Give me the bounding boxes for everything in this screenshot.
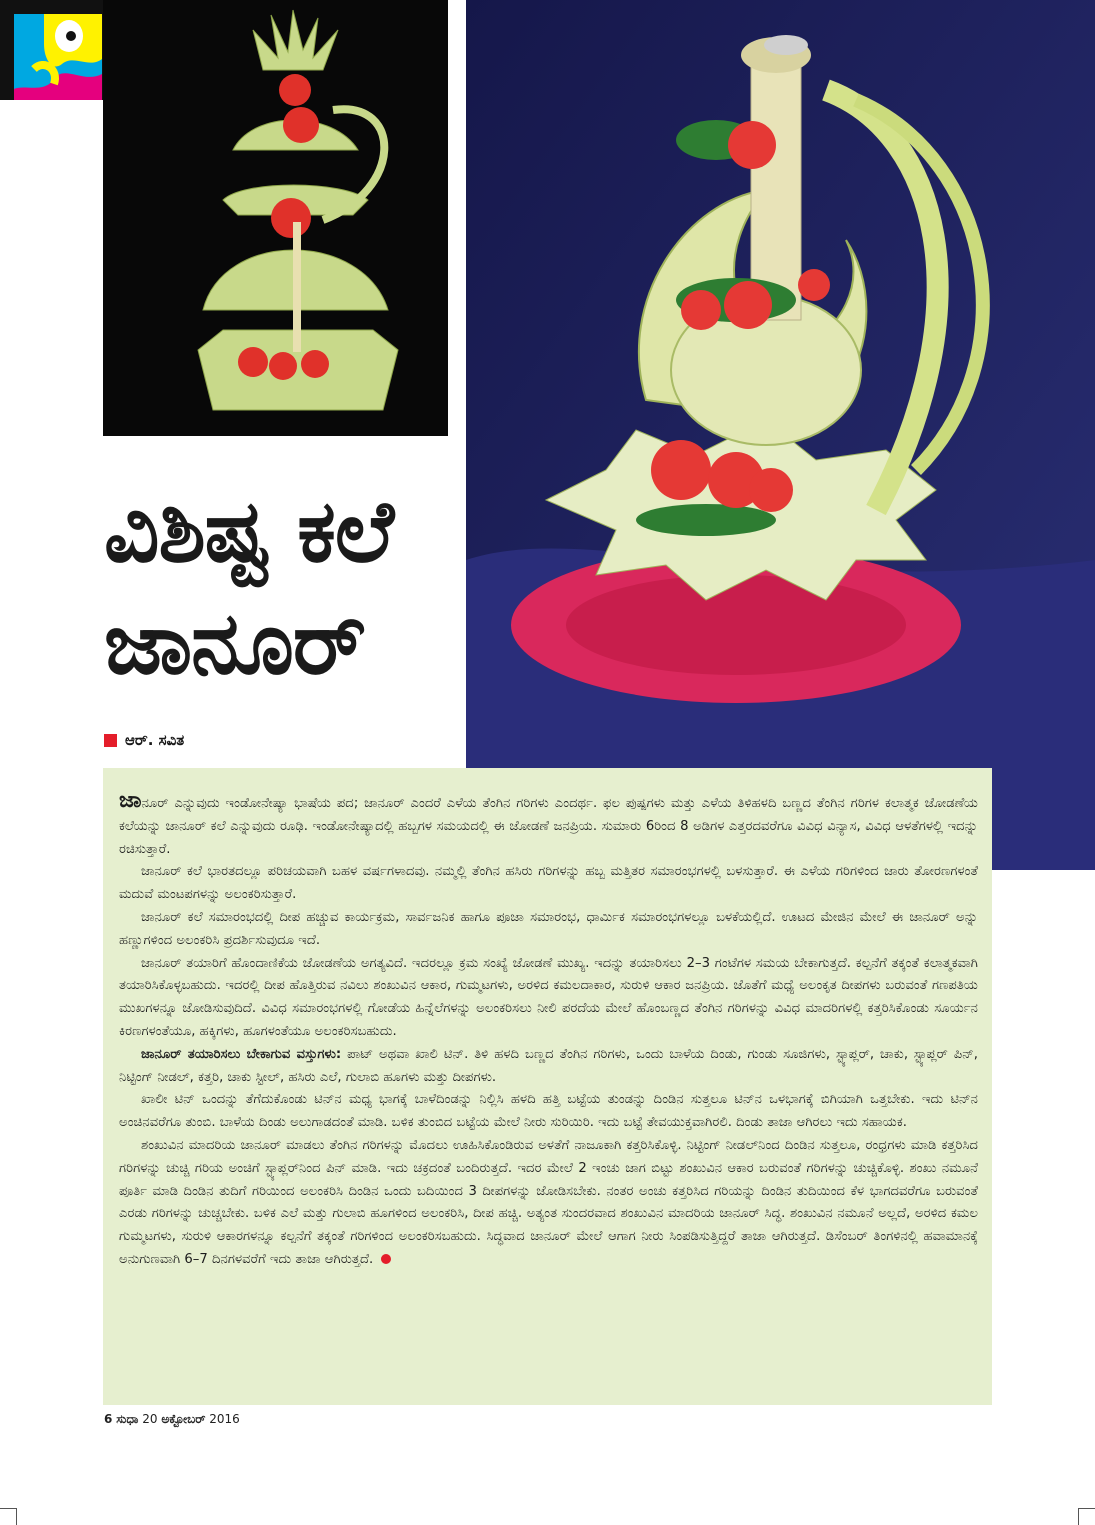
- end-mark-icon: [381, 1254, 391, 1264]
- page-footer: [104, 1412, 240, 1427]
- title-line-2: ಜಾನೂರ್: [104, 594, 366, 694]
- drop-cap: ಜಾ: [119, 788, 142, 813]
- photo-janur-tiered: [103, 0, 448, 436]
- byline: [104, 731, 184, 749]
- paragraph-7-text: ಶಂಖುವಿನ ಮಾದರಿಯ ಜಾನೂರ್ ಮಾಡಲು ತೆಂಗಿನ ಗರಿಗಳನ್ನು ಮೊದಲು ಊಹಿಸಿಕೊಂಡಿರುವ ಅಳತೆಗೆ ನಾಜೂಕಾಗಿ ಕತ್ತರಿಸಿಕೊಳ್ಳಿ. ನಿಟ್ಟಿಂಗ್ ನೀಡಲ್‌ನಿಂದ ದಿಂಡಿನ ಸುತ್ತಲೂ, ರಂಧ್ರಗಳು ಮಾಡಿ ಕತ್ತರಿಸಿದ ಗರಿಗಳನ್ನು ಚುಚ್ಚಿ ಗರಿಯ ಅಂಚಿಗೆ ಸ್ಟ್ಯಾಪ್ಲರ್‌ನಿಂದ ಪಿನ್ ಮಾಡಿ. ಇದು ಚಕ್ರದಂತೆ ಬಂದಿರುತ್ತದೆ. ಇದರ ಮೇಲೆ 2 ಇಂಚು ಜಾಗ ಬಿಟ್ಟು ಶಂಖುವಿನ ಆಕಾರ ಬರುವಂತೆ ಗರಿಗಳನ್ನು ಚುಚ್ಚಿಕೊಳ್ಳಿ. ಶಂಖು ನಮೂನೆ ಪೂರ್ತಿ ಮಾಡಿ ದಿಂಡಿನ ತುದಿಗೆ ಗರಿಯಿಂದ ಅಲಂಕರಿಸಿ ದಿಂಡಿನ ಒಂದು ಬದಿಯಿಂದ 3 ದೀಪಗಳನ್ನು ಜೋಡಿಸಬೇಕು. ನಂತರ ಅಂಚು ಕತ್ತರಿಸಿದ ಗರಿಯನ್ನು ದಿಂಡಿನ ತುದಿಯಿಂದ ಕೆಳ ಭಾಗದವರೆಗೂ ಬರುವಂತೆ ಎರಡು ಗರಿಗಳನ್ನು ಚುಚ್ಚಬೇಕು. ಬಳಿಕ ಎಲೆ ಮತ್ತು ಗುಲಾಬಿ ಹೂಗಳಿಂದ ಅಲಂಕರಿಸಿ, ದೀಪ ಹಚ್ಚಿ. ಅತ್ಯಂತ ಸುಂದರವಾದ ಶಂಖುವಿನ ಮಾದರಿಯ ಜಾನೂರ್ ಸಿದ್ಧ. ಶಂಖುವಿನ ನಮೂನೆ ಅಲ್ಲದೆ, ಅರಳಿದ ಕಮಲ ಗುಮ್ಮಟಗಳು, ಸುರುಳಿ ಆಕಾರಗಳನ್ನೂ ಕಲ್ಪನೆಗೆ ತಕ್ಕಂತೆ ಗರಿಗಳಿಂದ ಅಲಂಕರಿಸಬಹುದು. ಸಿದ್ಧವಾದ ಜಾನೂರ್ ಮೇಲೆ ಆಗಾಗ ನೀರು ಸಿಂಪಡಿಸುತ್ತಿದ್ದರೆ ತಾಜಾ ಆಗಿರುತ್ತದೆ. ಡಿಸೆಂಬರ್ ತಿಂಗಳಿನಲ್ಲಿ ಹವಾಮಾನಕ್ಕೆ ಅನುಗುಣವಾಗಿ 6–7 ದಿನಗಳವರೆಗೆ ಇದು ತಾಜಾ ಆಗಿರುತ್ತದೆ.: [119, 1137, 978, 1267]
- author-name: ಆರ್. ಸವಿತ: [125, 731, 185, 749]
- paragraph-2: ಜಾನೂರ್ ಕಲೆ ಭಾರತದಲ್ಲೂ ಪರಿಚಯವಾಗಿ ಬಹಳ ವರ್ಷಗಳಾದವು. ನಮ್ಮಲ್ಲಿ ತೆಂಗಿನ ಹಸಿರು ಗರಿಗಳನ್ನು ಹಬ್ಬ ಮತ್ತಿತರ ಸಮಾರಂಭಗಳಲ್ಲಿ ಬಳಸುತ್ತಾರೆ. ಈ ಎಳೆಯ ಗರಿಗಳಿಂದ ಜಾರು ತೋರಣಗಳಂತೆ ಮದುವೆ ಮಂಟಪಗಳನ್ನು ಅಲಂಕರಿಸುತ್ತಾರೆ.: [119, 864, 978, 903]
- issue-month: ಅಕ್ಟೋಬರ್: [161, 1412, 206, 1426]
- paragraph-1-text: ನೂರ್ ಎನ್ನುವುದು ಇಂಡೋನೇಷ್ಯಾ ಭಾಷೆಯ ಪದ; ಜಾನೂರ್ ಎಂದರೆ ಎಳೆಯ ತೆಂಗಿನ ಗರಿಗಳು ಎಂದರ್ಥ. ಫಲ ಪುಷ್ಪಗಳು ಮತ್ತು ಎಳೆಯ ತಿಳಿಹಳದಿ ಬಣ್ಣದ ತೆಂಗಿನ ಗರಿಗಳ ಕಲಾತ್ಮಕ ಜೋಡಣೆಯ ಕಲೆಯನ್ನು ಜಾನೂರ್ ಕಲೆ ಎನ್ನುವುದು ರೂಢಿ. ಇಂಡೋನೇಷ್ಯಾದಲ್ಲಿ ಹಬ್ಬಗಳ ಸಮಯದಲ್ಲಿ ಈ ಜೋಡಣೆ ಜನಪ್ರಿಯ. ಸುಮಾರು 6ರಿಂದ 8 ಅಡಿಗಳ ಎತ್ತರದವರೆಗೂ ವಿವಿಧ ವಿನ್ಯಾಸ, ವಿವಿಧ ಆಳತೆಗಳಲ್ಲಿ ಇದನ್ನು ರಚಿಸುತ್ತಾರೆ.: [119, 796, 978, 857]
- article-title: [104, 476, 454, 700]
- issue-day: 20: [142, 1412, 158, 1426]
- section-logo-icon: [14, 14, 102, 100]
- paragraph-7: [119, 1135, 978, 1272]
- crop-mark: [1079, 1508, 1095, 1509]
- paragraph-5: [119, 1044, 978, 1090]
- materials-heading: ಜಾನೂರ್ ತಯಾರಿಸಲು ಬೇಕಾಗುವ ವಸ್ತುಗಳು:: [141, 1046, 342, 1062]
- crop-mark: [0, 1508, 16, 1509]
- crop-mark: [16, 1508, 17, 1525]
- article-body: [103, 768, 992, 1405]
- paragraph-1: [119, 790, 978, 861]
- issue-year: 2016: [209, 1412, 240, 1426]
- paragraph-6: ಖಾಲೀ ಟಿನ್ ಒಂದನ್ನು ತೆಗೆದುಕೊಂಡು ಟಿನ್‌ನ ಮಧ್ಯ ಭಾಗಕ್ಕೆ ಬಾಳೆದಿಂಡನ್ನು ನಿಲ್ಲಿಸಿ ಹಳದಿ ಹತ್ತಿ ಬಟ್ಟೆಯ ತುಂಡನ್ನು ದಿಂಡಿನ ಸುತ್ತಲೂ ಟಿನ್‌ನ ಒಳಭಾಗಕ್ಕೆ ಬಿಗಿಯಾಗಿ ಒತ್ತಬೇಕು. ಇದು ಟಿನ್‌ನ ಅಂಚಿನವರೆಗೂ ತುಂಬಿ. ಬಾಳೆಯ ದಿಂಡು ಅಲುಗಾಡದಂತೆ ಮಾಡಿ. ಬಳಿಕ ತುಂಬಿದ ಬಟ್ಟೆಯ ಮೇಲೆ ನೀರು ಸುರಿಯಿರಿ. ಇದು ಬಟ್ಟೆ ತೇವಯುಕ್ತವಾಗಿರಲಿ. ದಿಂಡು ತಾಜಾ ಆಗಿರಲು ಇದು ಸಹಾಯಕ.: [119, 1092, 978, 1131]
- photo-janur-conch: [466, 0, 1095, 870]
- materials-list: ಪಾಟ್ ಅಥವಾ ಖಾಲಿ ಟಿನ್. ತಿಳಿ ಹಳದಿ ಬಣ್ಣದ ತೆಂಗಿನ ಗರಿಗಳು, ಒಂದು ಬಾಳೆಯ ದಿಂಡು, ಗುಂಡು ಸೂಜಿಗಳು, ಸ್ಟ್ಯಾಪ್ಲರ್, ಚಾಕು, ಸ್ಟ್ಯಾಪ್ಲರ್ ಪಿನ್, ನಿಟ್ಟಿಂಗ್ ನೀಡಲ್, ಕತ್ತರಿ, ಚಾಕು ಸ್ಟೀಲ್, ಹಸಿರು ಎಲೆ, ಗುಲಾಬಿ ಹೂಗಳು ಮತ್ತು ದೀಪಗಳು.: [119, 1046, 978, 1085]
- page-number: 6: [104, 1412, 113, 1426]
- paragraph-4: ಜಾನೂರ್ ತಯಾರಿಗೆ ಹೊಂದಾಣಿಕೆಯ ಜೋಡಣೆಯ ಅಗತ್ಯವಿದೆ. ಇದರಲ್ಲೂ ಕ್ರಮ ಸಂಖ್ಯೆ ಜೋಡಣೆ ಮುಖ್ಯ. ಇದನ್ನು ತಯಾರಿಸಲು 2–3 ಗಂಟೆಗಳ ಸಮಯ ಬೇಕಾಗುತ್ತದೆ. ಕಲ್ಪನೆಗೆ ತಕ್ಕಂತೆ ಕಲಾತ್ಮಕವಾಗಿ ತಯಾರಿಸಿಕೊಳ್ಳಬಹುದು. ಇದರಲ್ಲಿ ದೀಪ ಹೊತ್ತಿರುವ ನವಿಲು ಶಂಖುವಿನ ಆಕಾರ, ಗುಮ್ಮಟಗಳು, ಅರಳಿದ ಕಮಲದಾಕಾರ, ಸುರುಳಿ ಆಕಾರ ಜನಪ್ರಿಯ. ಜೊತೆಗೆ ಮಧ್ಯೆ ಅಲಂಕೃತ ದೀಪಗಳು ಬರುವಂತೆ ಗಣಪತಿಯ ಮುಖಗಳನ್ನೂ ಜೋಡಿಸುವುದಿದೆ. ವಿವಿಧ ಸಮಾರಂಭಗಳಲ್ಲಿ ಗೋಡೆಯ ಹಿನ್ನೆಲೆಗಳನ್ನು ಅಲಂಕರಿಸಲು ನೀಲಿ ಪರದೆಯ ಮೇಲೆ ಹೊಂಬಣ್ಣದ ತೆಂಗಿನ ಗರಿಗಳನ್ನು ವಿವಿಧ ಮಾದರಿಗಳಲ್ಲಿ ಕತ್ತರಿಸಿಕೊಂಡು ಸೂರ್ಯನ ಕಿರಣಗಳಂತೆಯೂ, ಹಕ್ಕಿಗಳು, ಹೂಗಳಂತೆಯೂ ಅಲಂಕರಿಸಬಹುದು.: [119, 955, 978, 1039]
- byline-marker-icon: [104, 734, 117, 747]
- crop-mark: [1078, 1508, 1079, 1525]
- title-line-1: ವಿಶಿಷ್ಟ ಕಲೆ: [104, 482, 394, 582]
- magazine-name: ಸುಧಾ: [116, 1412, 139, 1426]
- paragraph-3: ಜಾನೂರ್ ಕಲೆ ಸಮಾರಂಭದಲ್ಲಿ ದೀಪ ಹಚ್ಚುವ ಕಾರ್ಯಕ್ರಮ, ಸಾರ್ವಜನಿಕ ಹಾಗೂ ಪೂಜಾ ಸಮಾರಂಭ, ಧಾರ್ಮಿಕ ಸಮಾರಂಭಗಳಲ್ಲೂ ಬಳಕೆಯಲ್ಲಿದೆ. ಊಟದ ಮೇಜಿನ ಮೇಲೆ ಈ ಜಾನೂರ್ ಅನ್ನು ಹಣ್ಣುಗಳಿಂದ ಅಲಂಕರಿಸಿ ಪ್ರದರ್ಶಿಸುವುದೂ ಇದೆ.: [119, 909, 978, 948]
